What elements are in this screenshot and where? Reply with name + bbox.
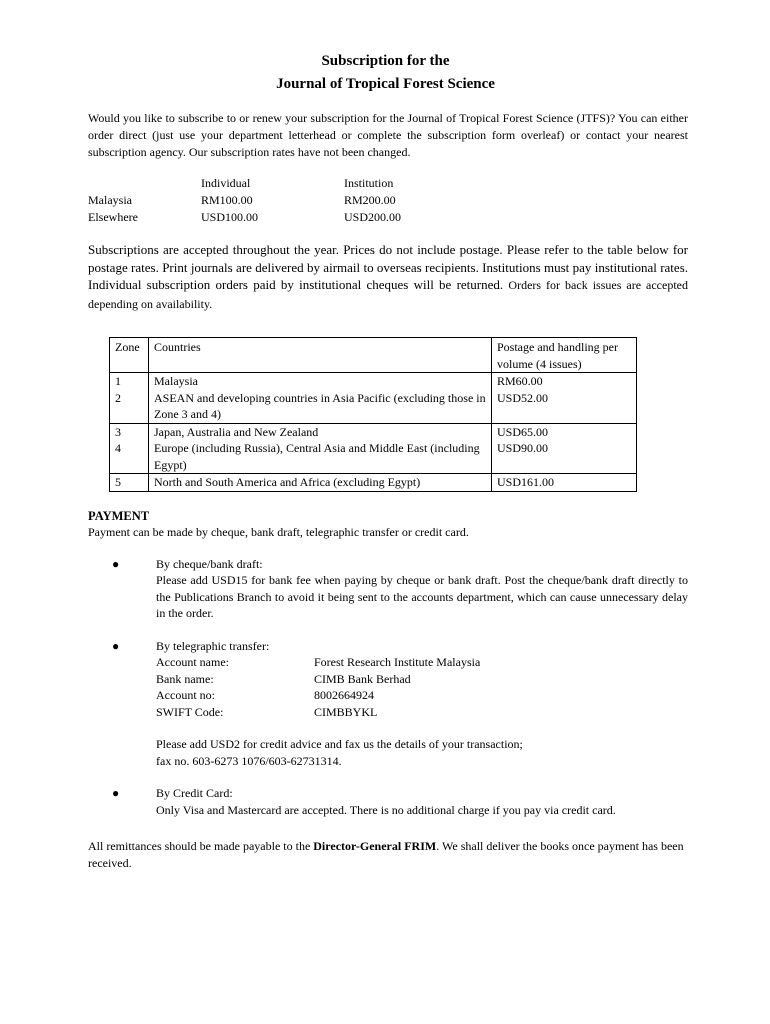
account-no-label: Account no:	[156, 688, 215, 702]
title-line-1: Subscription for the	[321, 53, 450, 69]
zone-cell: 5	[110, 474, 149, 492]
swift-value: CIMBBYKL	[314, 704, 378, 719]
payment-intro: Payment can be made by cheque, bank draft, telegraphic transfer or credit card.	[88, 524, 469, 539]
rates-header-institution: Institution	[344, 176, 394, 190]
cheque-text: Please add USD15 for bank fee when paying by cheque or bank draft. Post the cheque/bank draft directly to the Publications Branch to avoid it being sent to the accounts department, which can cause unnecessary delay in the order.	[156, 573, 688, 620]
table-row	[110, 423, 637, 440]
credit-card-bullet	[88, 785, 688, 818]
transfer-bullet	[88, 638, 688, 770]
countries-cell: North and South America and Africa (excluding Egypt)	[149, 474, 492, 492]
credit-title: By Credit Card:	[156, 786, 233, 800]
rates-institution-value: USD200.00	[344, 210, 402, 224]
subscriptions-paragraph	[88, 241, 688, 313]
table-row	[110, 373, 637, 390]
header-zone: Zone	[110, 338, 149, 373]
cheque-bullet	[88, 556, 688, 622]
postage-cell: USD161.00	[492, 474, 637, 492]
remittance-prefix: All remittances should be made payable to the	[88, 839, 314, 853]
transfer-note-line-2: fax no. 603-6273 1076/603-62731314.	[156, 753, 342, 768]
bullet-icon: ●	[112, 786, 120, 800]
rates-individual-value: USD100.00	[201, 210, 259, 224]
rates-institution-value: RM200.00	[344, 193, 396, 207]
transfer-title: By telegraphic transfer:	[156, 638, 270, 653]
countries-cell: Japan, Australia and New Zealand	[149, 423, 492, 440]
countries-cell: Malaysia	[149, 373, 492, 390]
rates-individual-value: RM100.00	[201, 193, 253, 207]
rates-header-individual: Individual	[201, 176, 251, 190]
remittance-paragraph	[88, 838, 688, 871]
swift-label: SWIFT Code:	[156, 704, 224, 719]
document-page	[88, 50, 688, 871]
subscription-rates	[88, 175, 688, 227]
account-name-value: Forest Research Institute Malaysia	[314, 655, 481, 669]
table-row	[110, 390, 637, 424]
postage-cell: USD52.00	[492, 390, 637, 424]
transfer-note-line-1: Please add USD2 for credit advice and fax us the details of your transaction;	[156, 737, 523, 751]
account-name-row	[156, 654, 688, 671]
postage-cell: USD65.00	[492, 423, 637, 440]
postage-cell: RM60.00	[492, 373, 637, 390]
bullet-icon: ●	[112, 556, 120, 571]
bank-name-row	[156, 671, 688, 688]
bank-name-value: CIMB Bank Berhad	[314, 671, 411, 686]
bank-name-label: Bank name:	[156, 671, 214, 686]
account-no-value: 8002664924	[314, 688, 374, 702]
zone-cell: 4	[110, 440, 149, 474]
credit-text: Only Visa and Mastercard are accepted. There is no additional charge if you pay via credit card.	[156, 802, 616, 817]
table-header-row	[110, 338, 637, 373]
countries-cell: Europe (including Russia), Central Asia and Middle East (including Egypt)	[149, 440, 492, 474]
bullet-icon: ●	[112, 638, 120, 653]
title-line-2: Journal of Tropical Forest Science	[276, 76, 495, 92]
zone-cell: 2	[110, 390, 149, 424]
payment-heading: PAYMENT	[88, 508, 150, 523]
subscriptions-note: Subscriptions are accepted throughout the year. Prices do not include postage. Please refer to the table below for postage rates. Print journals are delivered by airmail to overseas recipients. Institutions must pay institutional rates. Individual subscription orders paid by institutional cheques will be returned.	[88, 242, 688, 292]
zone-cell: 3	[110, 423, 149, 440]
header-countries: Countries	[149, 338, 492, 373]
account-name-label: Account name:	[156, 655, 229, 669]
document-title	[83, 50, 688, 96]
countries-cell: ASEAN and developing countries in Asia Pacific (excluding those in Zone 3 and 4)	[149, 390, 492, 424]
remittance-suffix: . We shall deliver the books once payment has been received.	[88, 839, 684, 870]
remittance-payee: Director-General FRIM	[313, 839, 437, 853]
postage-cell: USD90.00	[492, 440, 637, 474]
table-row	[110, 474, 637, 492]
cheque-title: By cheque/bank draft:	[156, 556, 263, 571]
swift-row	[156, 704, 688, 721]
table-row	[110, 440, 637, 474]
intro-paragraph: Would you like to subscribe to or renew your subscription for the Journal of Tropical Forest Science (JTFS)? You can either order direct (just use your department letterhead or complete the subscription form overleaf) or contact your nearest subscription agency. Our subscription rates have not been changed.	[88, 111, 688, 159]
back-issues-note: Orders for back issues are accepted depending on availability.	[88, 278, 688, 311]
rates-region: Malaysia	[88, 193, 132, 207]
zone-cell: 1	[110, 373, 149, 390]
rates-region: Elsewhere	[88, 210, 138, 224]
account-no-row	[156, 687, 688, 704]
header-postage: Postage and handling per volume (4 issues)	[492, 338, 637, 373]
postage-table	[109, 337, 637, 492]
